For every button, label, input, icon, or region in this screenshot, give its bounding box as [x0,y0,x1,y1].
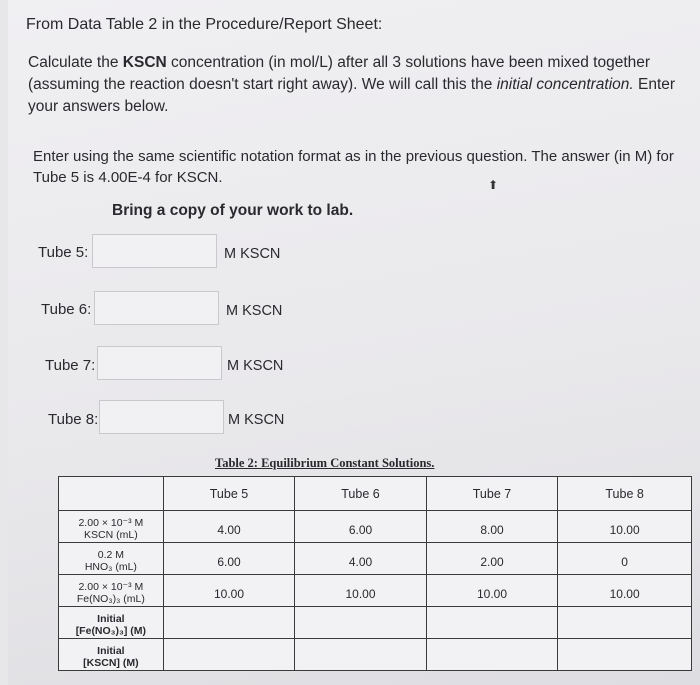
table-cell [295,639,427,671]
row-label-line1: 2.00 × 10⁻³ M [78,517,144,529]
table-cell [558,607,692,639]
row-label-line2: HNO₃ (mL) [84,561,137,573]
table-cell: 10.00 [558,575,692,607]
tube6-label: Tube 6: [41,301,92,318]
tube7-answer-input[interactable] [97,346,222,380]
table-cell: 4.00 [295,543,427,575]
table-cell: 0 [558,543,692,575]
format-note-example: 4.00E-4 [98,169,151,186]
table-cell [163,607,295,639]
table-row [59,607,692,639]
column-header: Tube 7 [426,477,558,511]
tube8-unit: M KSCN [228,412,285,428]
format-note [33,146,683,188]
tube6-unit: M KSCN [226,303,283,319]
row-label-line1: 0.2 M [97,549,124,561]
table-cell [426,607,558,639]
row-label [59,575,164,607]
table-cell [558,639,692,671]
table-cell: 6.00 [295,511,427,543]
table-cell: 10.00 [295,575,427,607]
instruction-part1: Calculate the [28,54,123,71]
table-cell [426,639,558,671]
format-note-part1: Enter using the same scientific notation format as in the previous question. The answer (in M) for Tube 5 is [33,148,674,186]
tube7-unit: M KSCN [227,358,284,374]
table-row [59,575,692,607]
row-label-line1: 2.00 × 10⁻³ M [78,581,144,593]
table-cell: 10.00 [426,575,558,607]
row-label [59,511,164,543]
column-header: Tube 8 [558,477,692,511]
tube5-label: Tube 5: [38,244,89,261]
tube5-answer-input[interactable] [92,234,217,268]
table-row [59,543,692,575]
tube8-answer-input[interactable] [99,400,224,434]
table-cell: 10.00 [558,511,692,543]
bring-copy-text: Bring a copy of your work to lab. [112,202,354,219]
instruction-part3: Enter your answers below. [28,76,676,115]
table-row [59,511,692,543]
row-label-line2: KSCN (mL) [84,529,138,541]
row-label [59,639,164,671]
row-label-line2: [Fe(NO₃)₃] (M) [75,625,147,637]
row-label-line1: Initial [97,645,125,657]
table-header-row [59,477,692,511]
column-header: Tube 5 [163,477,295,511]
tube5-unit: M KSCN [224,246,281,262]
table-cell [295,607,427,639]
table-caption: Table 2: Equilibrium Constant Solutions. [215,456,435,470]
tube8-label: Tube 8: [48,411,99,428]
table-cell [163,639,295,671]
instruction-text [28,52,688,118]
column-header: Tube 6 [295,477,427,511]
row-label-line2: Fe(NO₃)₃ (mL) [76,593,145,605]
instruction-bold: KSCN [122,54,167,71]
instruction-part2: concentration (in mol/L) after all 3 solutions have been mixed together (assuming the reaction doesn't start right away). We will call this the [28,54,651,93]
table-corner-cell [59,477,164,511]
table-cell: 10.00 [163,575,295,607]
table-cell: 8.00 [426,511,558,543]
format-note-part2: for KSCN. [150,169,223,186]
row-label-line2: [KSCN] (M) [83,657,139,669]
table-cell: 2.00 [426,543,558,575]
tube7-label: Tube 7: [45,357,96,374]
equilibrium-table [58,476,692,671]
row-label-line1: Initial [97,613,125,625]
table-cell: 4.00 [163,511,295,543]
tube6-answer-input[interactable] [94,291,219,325]
table-row [59,639,692,671]
table-cell: 6.00 [163,543,295,575]
mouse-cursor-icon: ⬆ [488,178,499,192]
row-label [59,607,164,639]
instruction-italic: initial concentration. [496,76,634,93]
row-label [59,543,164,575]
question-heading: From Data Table 2 in the Procedure/Report Sheet: [26,16,383,33]
